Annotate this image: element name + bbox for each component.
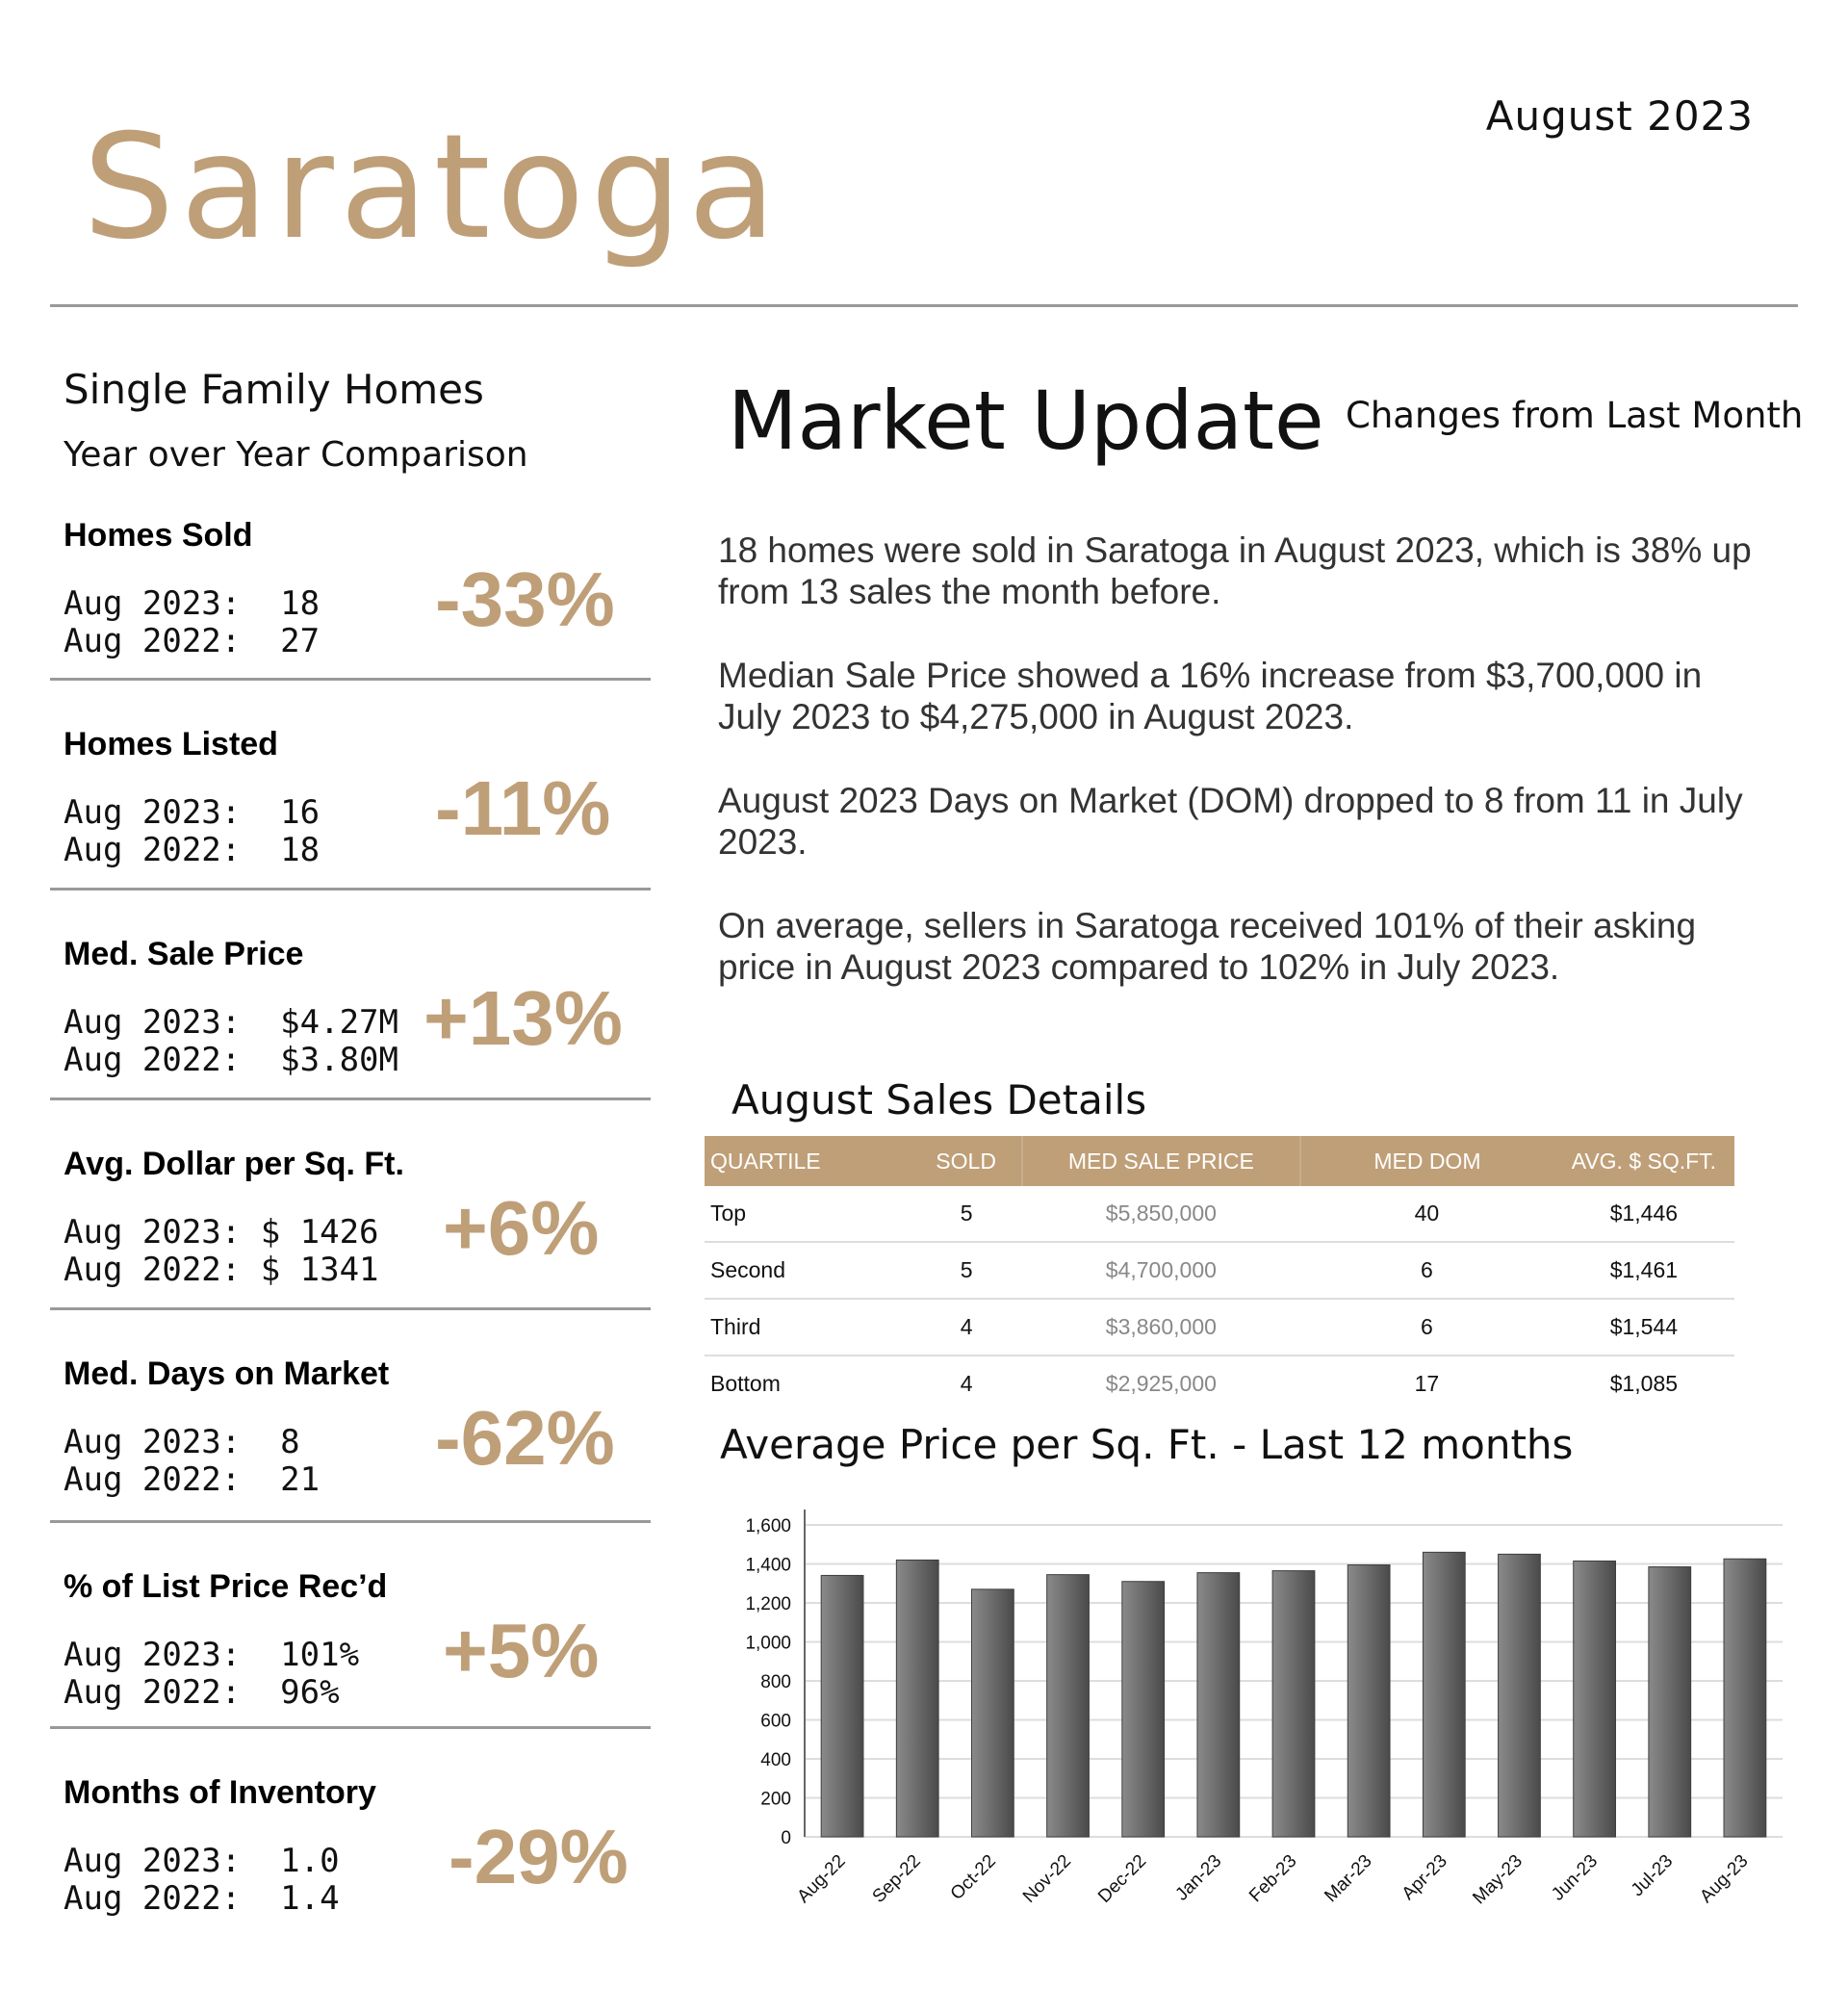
table-cell: Third	[705, 1299, 911, 1356]
table-cell: 17	[1414, 1371, 1440, 1396]
stat-current: Aug 2023: $4.27M	[64, 1003, 398, 1042]
stat-change: -11%	[435, 765, 611, 851]
market-update-subtitle: Changes from Last Month	[1346, 395, 1804, 436]
y-tick-label: 1,400	[745, 1555, 791, 1576]
x-tick-label: Jan-23	[1171, 1850, 1226, 1905]
stat-current: Aug 2023: 16	[64, 793, 321, 832]
table-row	[705, 1356, 1734, 1411]
city-title: Saratoga	[83, 104, 783, 271]
x-tick-label: Jun-23	[1548, 1850, 1603, 1905]
sales-details-table	[705, 1136, 1734, 1411]
stat-divider	[50, 1307, 651, 1310]
table-cell: $4,700,000	[1022, 1242, 1300, 1299]
stat-current: Aug 2023: 101%	[64, 1636, 360, 1674]
stat-divider	[50, 1097, 651, 1100]
table-cell: 6	[1300, 1242, 1553, 1299]
table-cell: $2,925,000	[1105, 1371, 1217, 1396]
stat-label: % of List Price Rec’d	[64, 1568, 388, 1605]
stat-previous: Aug 2022: $3.80M	[64, 1041, 398, 1079]
stat-previous: Aug 2022: 27	[64, 622, 321, 660]
y-tick-label: 1,600	[745, 1516, 791, 1536]
stat-previous: Aug 2022: 18	[64, 831, 321, 869]
x-tick-label: Jul-23	[1627, 1850, 1678, 1901]
table-cell: 4	[960, 1371, 973, 1396]
stat-current: Aug 2023: 18	[64, 584, 321, 623]
stat-divider	[50, 1726, 651, 1729]
table-header-row	[705, 1136, 1734, 1186]
column-header: MED SALE PRICE	[1022, 1136, 1300, 1186]
market-update-title: Market Update	[728, 374, 1324, 468]
table-row	[705, 1299, 1734, 1356]
stat-label: Homes Sold	[64, 517, 253, 554]
table-cell: Second	[705, 1242, 911, 1299]
x-tick-label: Sep-22	[868, 1850, 925, 1907]
stat-current: Aug 2023: $ 1426	[64, 1213, 379, 1252]
panel-title: Single Family Homes	[64, 366, 484, 413]
table-cell: 5	[911, 1242, 1022, 1299]
table-cell: 40	[1300, 1186, 1553, 1242]
table-cell: 6	[1300, 1299, 1553, 1356]
table-cell: 5	[911, 1186, 1022, 1242]
column-header: QUARTILE	[705, 1136, 911, 1186]
stat-change: -62%	[435, 1395, 615, 1481]
bar	[821, 1575, 863, 1837]
y-tick-label: 200	[760, 1789, 791, 1810]
stat-label: Med. Sale Price	[64, 936, 304, 972]
bar	[1724, 1559, 1766, 1837]
stat-label: Homes Listed	[64, 726, 278, 762]
table-cell: $1,461	[1553, 1242, 1734, 1299]
price-per-sqft-chart	[712, 1483, 1790, 1945]
x-tick-label: Aug-22	[793, 1850, 850, 1907]
stat-change: +5%	[443, 1608, 600, 1693]
stat-label: Med. Days on Market	[64, 1356, 390, 1392]
bar	[1499, 1554, 1541, 1837]
x-tick-label: Aug-23	[1696, 1850, 1753, 1907]
stat-change: +6%	[443, 1185, 600, 1271]
x-tick-label: Feb-23	[1245, 1850, 1301, 1907]
stat-current: Aug 2023: 8	[64, 1423, 300, 1461]
y-tick-label: 600	[760, 1711, 791, 1732]
stat-label: Months of Inventory	[64, 1774, 376, 1811]
update-paragraph: August 2023 Days on Market (DOM) dropped to 8 from 11 in July 2023.	[718, 781, 1743, 862]
stat-divider	[50, 678, 651, 681]
stat-previous: Aug 2022: 1.4	[64, 1879, 340, 1918]
panel-subtitle: Year over Year Comparison	[64, 435, 528, 475]
x-tick-label: May-23	[1469, 1850, 1527, 1909]
stat-previous: Aug 2022: $ 1341	[64, 1251, 379, 1289]
stat-label: Avg. Dollar per Sq. Ft.	[64, 1146, 404, 1182]
x-tick-label: Apr-23	[1398, 1850, 1451, 1904]
stat-current: Aug 2023: 1.0	[64, 1842, 340, 1880]
bar	[1423, 1552, 1465, 1837]
header-divider	[50, 304, 1798, 307]
bar	[1122, 1582, 1165, 1837]
stat-change: -33%	[435, 556, 615, 642]
table-cell: $1,446	[1553, 1186, 1734, 1242]
table-cell: $3,860,000	[1022, 1299, 1300, 1356]
table-cell: $1,544	[1553, 1299, 1734, 1356]
x-tick-label: Mar-23	[1321, 1850, 1376, 1907]
bar	[1272, 1571, 1315, 1837]
table-cell: $1,085	[1609, 1371, 1679, 1396]
report-date: August 2023	[1485, 92, 1754, 140]
table-row	[705, 1186, 1734, 1242]
stat-divider	[50, 888, 651, 891]
sales-details-title: August Sales Details	[732, 1076, 1147, 1123]
bar	[1197, 1573, 1240, 1837]
bar	[1649, 1567, 1691, 1837]
y-tick-label: 400	[760, 1750, 791, 1770]
column-header: SOLD	[911, 1136, 1022, 1186]
table-cell: Bottom	[710, 1371, 781, 1396]
bar	[1047, 1575, 1090, 1837]
table-row	[705, 1242, 1734, 1299]
y-tick-label: 800	[760, 1672, 791, 1692]
table-cell: 4	[911, 1299, 1022, 1356]
y-tick-label: 1,000	[745, 1633, 791, 1654]
x-tick-label: Dec-22	[1094, 1850, 1151, 1907]
bar	[972, 1589, 1014, 1837]
stat-divider	[50, 1520, 651, 1523]
bar	[896, 1560, 938, 1837]
x-tick-label: Oct-22	[946, 1850, 1000, 1904]
y-tick-label: 1,200	[745, 1594, 791, 1614]
update-paragraph: 18 homes were sold in Saratoga in August 2023, which is 38% up from 13 sales the month before.	[718, 530, 1752, 611]
table-cell: $5,850,000	[1022, 1186, 1300, 1242]
update-paragraph: On average, sellers in Saratoga received 101% of their asking price in August 2023 compared to 102% in July 2023.	[718, 906, 1697, 987]
update-paragraph: Median Sale Price showed a 16% increase from $3,700,000 in July 2023 to $4,275,000 in August 2023.	[718, 656, 1703, 736]
stat-previous: Aug 2022: 21	[64, 1460, 321, 1499]
column-header: MED DOM	[1300, 1136, 1553, 1186]
x-tick-label: Nov-22	[1018, 1850, 1076, 1907]
stat-previous: Aug 2022: 96%	[64, 1673, 340, 1712]
y-tick-label: 0	[781, 1828, 791, 1848]
bar	[1348, 1565, 1390, 1837]
stat-change: +13%	[424, 975, 623, 1061]
bar	[1574, 1561, 1616, 1837]
table-cell: Top	[705, 1186, 911, 1242]
column-header: AVG. $ SQ.FT.	[1553, 1136, 1734, 1186]
stat-change: -29%	[449, 1814, 629, 1899]
chart-title: Average Price per Sq. Ft. - Last 12 months	[720, 1421, 1574, 1468]
